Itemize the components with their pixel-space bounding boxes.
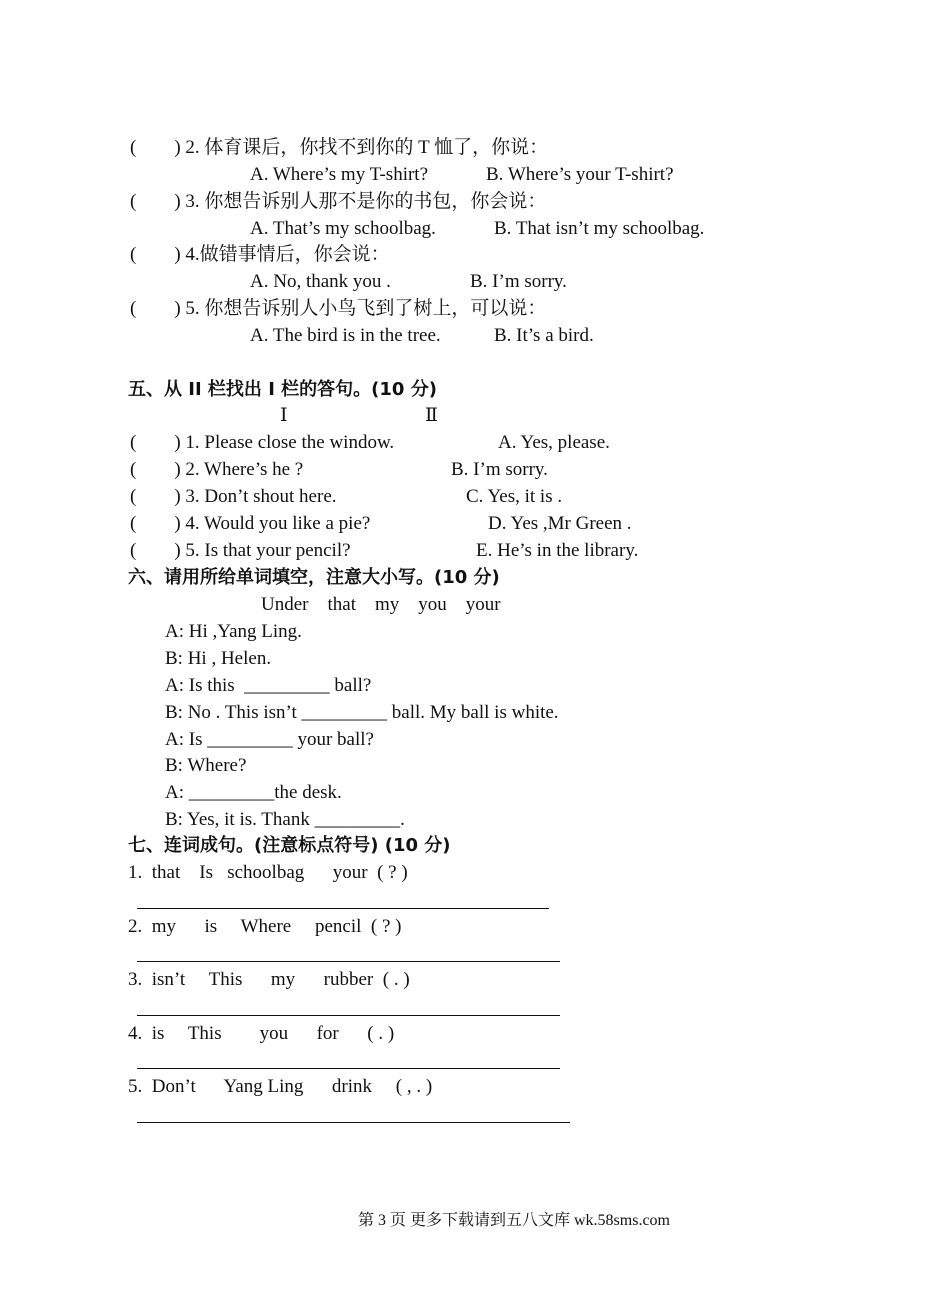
dialogue-line-6: B: Where? <box>165 755 247 776</box>
s4-q4-option-a: A. No, thank you . <box>250 271 391 292</box>
s4-q2-option-a: A. Where’s my T-shirt? <box>250 164 429 185</box>
s4-q5-option-a: A. The bird is in the tree. <box>250 325 441 346</box>
s5-row-2-answer: B. I’m sorry. <box>451 459 548 480</box>
s4-q3-option-a: A. That’s my schoolbag. <box>250 218 436 239</box>
s4-q3-option-b: B. That isn’t my schoolbag. <box>494 218 705 239</box>
answer-line-4[interactable] <box>137 1068 560 1069</box>
answer-line-3[interactable] <box>137 1015 560 1016</box>
dialogue-line-1: A: Hi ,Yang Ling. <box>165 621 302 642</box>
column-2-header: Ⅱ <box>425 405 438 426</box>
s7-item-4: 4. is This you for ( . ) <box>128 1023 395 1044</box>
dialogue-line-7: A: _________the desk. <box>165 782 342 803</box>
s7-item-5: 5. Don’t Yang Ling drink ( , . ) <box>128 1076 433 1097</box>
s5-row-2-question: ( ) 2. Where’s he ? <box>130 459 304 480</box>
dialogue-line-5: A: Is _________ your ball? <box>165 729 374 750</box>
answer-line-1[interactable] <box>137 908 549 909</box>
page-footer: 第 3 页 更多下载请到五八文库 wk.58sms.com <box>357 1212 670 1229</box>
section7-title: 七、连词成句。(注意标点符号) (10 分) <box>128 835 451 856</box>
s4-q4-option-b: B. I’m sorry. <box>470 271 567 292</box>
s5-row-4-question: ( ) 4. Would you like a pie? <box>130 513 371 534</box>
s4-q4: ( ) 4.做错事情后，你会说： <box>130 244 390 265</box>
s5-row-4-answer: D. Yes ,Mr Green . <box>488 513 632 534</box>
dialogue-line-3: A: Is this _________ ball? <box>165 675 372 696</box>
answer-line-2[interactable] <box>137 961 560 962</box>
s7-item-2: 2. my is Where pencil ( ? ) <box>128 916 402 937</box>
s5-row-3-question: ( ) 3. Don’t shout here. <box>130 486 337 507</box>
dialogue-line-8: B: Yes, it is. Thank _________. <box>165 809 405 830</box>
column-1-header: Ⅰ <box>280 405 288 426</box>
s4-q2: ( ) 2. 体育课后，你找不到你的 T 恤了，你说： <box>130 137 549 158</box>
s7-item-1: 1. that Is schoolbag your ( ? ) <box>128 862 408 883</box>
s4-q3: ( ) 3. 你想告诉别人那不是你的书包，你会说： <box>130 191 547 212</box>
s5-row-3-answer: C. Yes, it is . <box>466 486 563 507</box>
s5-row-1-question: ( ) 1. Please close the window. <box>130 432 395 453</box>
s4-q5-option-b: B. It’s a bird. <box>494 325 594 346</box>
dialogue-line-4: B: No . This isn’t _________ ball. My ball is white. <box>165 702 559 723</box>
answer-line-5[interactable] <box>137 1122 570 1123</box>
s5-row-5-answer: E. He’s in the library. <box>476 540 639 561</box>
s7-item-3: 3. isn’t This my rubber ( . ) <box>128 969 410 990</box>
s4-q2-option-b: B. Where’s your T-shirt? <box>486 164 674 185</box>
s4-q5: ( ) 5. 你想告诉别人小鸟飞到了树上，可以说： <box>130 298 547 319</box>
word-bank: Under that my you your <box>261 594 501 615</box>
s5-row-1-answer: A. Yes, please. <box>498 432 610 453</box>
section5-title: 五、从 II 栏找出 I 栏的答句。(10 分) <box>128 379 437 400</box>
s5-row-5-question: ( ) 5. Is that your pencil? <box>130 540 351 561</box>
dialogue-line-2: B: Hi , Helen. <box>165 648 272 669</box>
section6-title: 六、请用所给单词填空，注意大小写。(10 分) <box>128 567 500 588</box>
